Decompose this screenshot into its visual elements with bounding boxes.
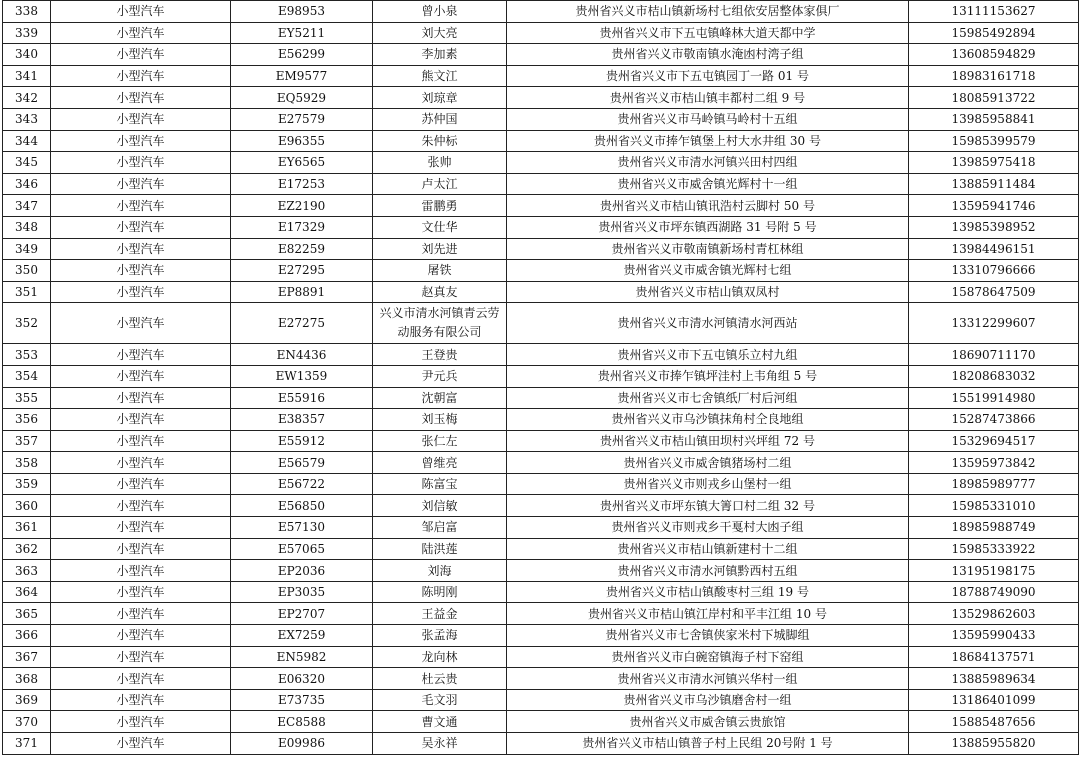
phone-number-cell: 13595941746 [909,195,1079,217]
address-cell: 贵州省兴义市清水河镇黔西村五组 [507,560,909,582]
table-row [3,560,1079,582]
table-row [3,173,1079,195]
vehicle-type-cell: 小型汽车 [51,108,231,130]
address-cell: 贵州省兴义市桔山镇新建村十二组 [507,538,909,560]
address-cell: 贵州省兴义市清水河镇兴田村四组 [507,152,909,174]
vehicle-type-cell: 小型汽车 [51,238,231,260]
vehicle-owner-table [2,0,1079,755]
vehicle-type-cell: 小型汽车 [51,344,231,366]
phone-number-cell: 18985989777 [909,473,1079,495]
phone-number-cell: 13608594829 [909,44,1079,66]
plate-number-cell: E27579 [231,108,373,130]
plate-number-cell: EP3035 [231,581,373,603]
phone-number-cell: 18208683032 [909,365,1079,387]
row-number-cell: 353 [3,344,51,366]
phone-number-cell: 15985399579 [909,130,1079,152]
phone-number-cell: 13310796666 [909,260,1079,282]
owner-name-cell: 曾小泉 [373,1,507,23]
plate-number-cell: E06320 [231,668,373,690]
table-row [3,668,1079,690]
table-row [3,130,1079,152]
table-row [3,625,1079,647]
phone-number-cell: 18690711170 [909,344,1079,366]
table-row [3,344,1079,366]
row-number-cell: 354 [3,365,51,387]
address-cell: 贵州省兴义市桔山镇江岸村和平丰江组 10 号 [507,603,909,625]
phone-number-cell: 13111153627 [909,1,1079,23]
row-number-cell: 352 [3,303,51,344]
plate-number-cell: EM9577 [231,65,373,87]
row-number-cell: 360 [3,495,51,517]
owner-name-cell: 刘玉梅 [373,409,507,431]
row-number-cell: 347 [3,195,51,217]
table-row [3,517,1079,539]
phone-number-cell: 18985988749 [909,517,1079,539]
owner-name-cell: 尹元兵 [373,365,507,387]
table-row [3,409,1079,431]
address-cell: 贵州省兴义市马岭镇马岭村十五组 [507,108,909,130]
plate-number-cell: EY5211 [231,22,373,44]
vehicle-type-cell: 小型汽车 [51,44,231,66]
vehicle-type-cell: 小型汽车 [51,473,231,495]
vehicle-type-cell: 小型汽车 [51,87,231,109]
phone-number-cell: 13985975418 [909,152,1079,174]
table-row [3,689,1079,711]
vehicle-type-cell: 小型汽车 [51,130,231,152]
phone-number-cell: 13529862603 [909,603,1079,625]
table-row [3,22,1079,44]
phone-number-cell: 13985398952 [909,216,1079,238]
phone-number-cell: 13985958841 [909,108,1079,130]
vehicle-type-cell: 小型汽车 [51,689,231,711]
owner-name-cell: 张仁左 [373,430,507,452]
row-number-cell: 344 [3,130,51,152]
owner-name-cell: 曹文通 [373,711,507,733]
vehicle-type-cell: 小型汽车 [51,365,231,387]
vehicle-type-cell: 小型汽车 [51,260,231,282]
row-number-cell: 358 [3,452,51,474]
vehicle-type-cell: 小型汽车 [51,517,231,539]
vehicle-type-cell: 小型汽车 [51,195,231,217]
owner-name-cell: 陈明刚 [373,581,507,603]
table-row [3,65,1079,87]
vehicle-type-cell: 小型汽车 [51,581,231,603]
plate-number-cell: EN4436 [231,344,373,366]
row-number-cell: 340 [3,44,51,66]
vehicle-type-cell: 小型汽车 [51,430,231,452]
table-row [3,152,1079,174]
owner-name-cell: 王益金 [373,603,507,625]
phone-number-cell: 13186401099 [909,689,1079,711]
vehicle-type-cell: 小型汽车 [51,22,231,44]
phone-number-cell: 15885487656 [909,711,1079,733]
vehicle-type-cell: 小型汽车 [51,668,231,690]
owner-name-cell: 王登贵 [373,344,507,366]
row-number-cell: 342 [3,87,51,109]
row-number-cell: 364 [3,581,51,603]
address-cell: 贵州省兴义市威舍镇光辉村十一组 [507,173,909,195]
table-row [3,473,1079,495]
plate-number-cell: E57065 [231,538,373,560]
owner-name-cell: 刘琼章 [373,87,507,109]
vehicle-type-cell: 小型汽车 [51,281,231,303]
vehicle-type-cell: 小型汽车 [51,452,231,474]
phone-number-cell: 15985492894 [909,22,1079,44]
plate-number-cell: EP2036 [231,560,373,582]
owner-name-cell: 卢太江 [373,173,507,195]
row-number-cell: 355 [3,387,51,409]
address-cell: 贵州省兴义市下五屯镇乐立村九组 [507,344,909,366]
row-number-cell: 363 [3,560,51,582]
plate-number-cell: E27295 [231,260,373,282]
row-number-cell: 343 [3,108,51,130]
plate-number-cell: E09986 [231,733,373,755]
owner-name-cell: 吴永祥 [373,733,507,755]
owner-name-cell: 熊文江 [373,65,507,87]
phone-number-cell: 13312299607 [909,303,1079,344]
owner-name-cell: 雷鹏勇 [373,195,507,217]
vehicle-type-cell: 小型汽车 [51,625,231,647]
address-cell: 贵州省兴义市桔山镇田坝村兴坪组 72 号 [507,430,909,452]
owner-name-cell: 兴义市清水河镇青云劳动服务有限公司 [373,303,507,344]
row-number-cell: 356 [3,409,51,431]
table-row [3,430,1079,452]
plate-number-cell: E17253 [231,173,373,195]
owner-name-cell: 刘先进 [373,238,507,260]
owner-name-cell: 张孟海 [373,625,507,647]
row-number-cell: 368 [3,668,51,690]
address-cell: 贵州省兴义市乌沙镇抹角村仝良地组 [507,409,909,431]
plate-number-cell: E56722 [231,473,373,495]
address-cell: 贵州省兴义市坪东镇西湖路 31 号附 5 号 [507,216,909,238]
plate-number-cell: EZ2190 [231,195,373,217]
table-row [3,108,1079,130]
row-number-cell: 361 [3,517,51,539]
address-cell: 贵州省兴义市桔山镇普子村上民组 20号附 1 号 [507,733,909,755]
owner-name-cell: 文仕华 [373,216,507,238]
table-row [3,452,1079,474]
owner-name-cell: 屠铁 [373,260,507,282]
address-cell: 贵州省兴义市威舍镇云贵旅馆 [507,711,909,733]
plate-number-cell: E96355 [231,130,373,152]
address-cell: 贵州省兴义市七舍镇纸厂村后河组 [507,387,909,409]
table-row [3,733,1079,755]
owner-name-cell: 李加素 [373,44,507,66]
address-cell: 贵州省兴义市桔山镇讯浩村云脚村 50 号 [507,195,909,217]
plate-number-cell: E38357 [231,409,373,431]
plate-number-cell: EQ5929 [231,87,373,109]
table-row [3,260,1079,282]
address-cell: 贵州省兴义市捧乍镇坪洼村上韦角组 5 号 [507,365,909,387]
table-row [3,365,1079,387]
vehicle-type-cell: 小型汽车 [51,409,231,431]
row-number-cell: 366 [3,625,51,647]
table-row [3,44,1079,66]
vehicle-type-cell: 小型汽车 [51,173,231,195]
owner-name-cell: 陈富宝 [373,473,507,495]
phone-number-cell: 15878647509 [909,281,1079,303]
phone-number-cell: 13195198175 [909,560,1079,582]
table-row [3,495,1079,517]
owner-name-cell: 苏仲国 [373,108,507,130]
plate-number-cell: E56579 [231,452,373,474]
vehicle-type-cell: 小型汽车 [51,560,231,582]
plate-number-cell: EN5982 [231,646,373,668]
row-number-cell: 367 [3,646,51,668]
plate-number-cell: EW1359 [231,365,373,387]
phone-number-cell: 15287473866 [909,409,1079,431]
phone-number-cell: 15985333922 [909,538,1079,560]
row-number-cell: 339 [3,22,51,44]
table-row [3,581,1079,603]
table-row [3,195,1079,217]
address-cell: 贵州省兴义市则戎乡干戛村大凼子组 [507,517,909,539]
row-number-cell: 351 [3,281,51,303]
owner-name-cell: 陆洪莲 [373,538,507,560]
table-row [3,603,1079,625]
row-number-cell: 370 [3,711,51,733]
address-cell: 贵州省兴义市捧乍镇堡上村大水井组 30 号 [507,130,909,152]
owner-name-cell: 杜云贵 [373,668,507,690]
plate-number-cell: EX7259 [231,625,373,647]
table-row [3,387,1079,409]
phone-number-cell: 15985331010 [909,495,1079,517]
phone-number-cell: 13885955820 [909,733,1079,755]
row-number-cell: 349 [3,238,51,260]
plate-number-cell: E17329 [231,216,373,238]
address-cell: 贵州省兴义市威舍镇猪场村二组 [507,452,909,474]
plate-number-cell: E56850 [231,495,373,517]
table-row [3,216,1079,238]
plate-number-cell: E55912 [231,430,373,452]
phone-number-cell: 13885989634 [909,668,1079,690]
row-number-cell: 357 [3,430,51,452]
plate-number-cell: E82259 [231,238,373,260]
vehicle-type-cell: 小型汽车 [51,538,231,560]
vehicle-type-cell: 小型汽车 [51,603,231,625]
vehicle-type-cell: 小型汽车 [51,152,231,174]
row-number-cell: 350 [3,260,51,282]
row-number-cell: 346 [3,173,51,195]
row-number-cell: 362 [3,538,51,560]
phone-number-cell: 18684137571 [909,646,1079,668]
plate-number-cell: E27275 [231,303,373,344]
address-cell: 贵州省兴义市桔山镇双凤村 [507,281,909,303]
owner-name-cell: 龙向林 [373,646,507,668]
address-cell: 贵州省兴义市敬南镇新场村青杠林组 [507,238,909,260]
row-number-cell: 359 [3,473,51,495]
address-cell: 贵州省兴义市桔山镇新场村七组依安居整体家俱厂 [507,1,909,23]
row-number-cell: 338 [3,1,51,23]
phone-number-cell: 18788749090 [909,581,1079,603]
address-cell: 贵州省兴义市下五屯镇峰林大道天都中学 [507,22,909,44]
table-row [3,281,1079,303]
address-cell: 贵州省兴义市桔山镇酸枣村三组 19 号 [507,581,909,603]
address-cell: 贵州省兴义市坪东镇大箐口村二组 32 号 [507,495,909,517]
row-number-cell: 348 [3,216,51,238]
row-number-cell: 341 [3,65,51,87]
plate-number-cell: E98953 [231,1,373,23]
owner-name-cell: 毛文羽 [373,689,507,711]
plate-number-cell: EC8588 [231,711,373,733]
address-cell: 贵州省兴义市下五屯镇园丁一路 01 号 [507,65,909,87]
phone-number-cell: 13885911484 [909,173,1079,195]
address-cell: 贵州省兴义市清水河镇清水河西站 [507,303,909,344]
plate-number-cell: E73735 [231,689,373,711]
owner-name-cell: 沈朝富 [373,387,507,409]
vehicle-type-cell: 小型汽车 [51,65,231,87]
plate-number-cell: EY6565 [231,152,373,174]
vehicle-type-cell: 小型汽车 [51,216,231,238]
owner-name-cell: 赵真友 [373,281,507,303]
address-cell: 贵州省兴义市威舍镇光辉村七组 [507,260,909,282]
vehicle-type-cell: 小型汽车 [51,646,231,668]
vehicle-type-cell: 小型汽车 [51,711,231,733]
row-number-cell: 365 [3,603,51,625]
phone-number-cell: 18983161718 [909,65,1079,87]
plate-number-cell: EP8891 [231,281,373,303]
vehicle-type-cell: 小型汽车 [51,1,231,23]
address-cell: 贵州省兴义市则戎乡山堡村一组 [507,473,909,495]
owner-name-cell: 曾维亮 [373,452,507,474]
owner-name-cell: 邹启富 [373,517,507,539]
vehicle-type-cell: 小型汽车 [51,387,231,409]
plate-number-cell: E55916 [231,387,373,409]
address-cell: 贵州省兴义市乌沙镇磨舍村一组 [507,689,909,711]
plate-number-cell: E57130 [231,517,373,539]
table-row [3,303,1079,344]
phone-number-cell: 13595990433 [909,625,1079,647]
table-row [3,1,1079,23]
plate-number-cell: E56299 [231,44,373,66]
address-cell: 贵州省兴义市清水河镇兴华村一组 [507,668,909,690]
table-row [3,87,1079,109]
owner-name-cell: 刘信敏 [373,495,507,517]
address-cell: 贵州省兴义市白碗窑镇海子村下窑组 [507,646,909,668]
owner-name-cell: 刘海 [373,560,507,582]
owner-name-cell: 刘大亮 [373,22,507,44]
row-number-cell: 369 [3,689,51,711]
phone-number-cell: 13984496151 [909,238,1079,260]
vehicle-type-cell: 小型汽车 [51,303,231,344]
address-cell: 贵州省兴义市桔山镇丰都村二组 9 号 [507,87,909,109]
owner-name-cell: 张帅 [373,152,507,174]
plate-number-cell: EP2707 [231,603,373,625]
table-row [3,711,1079,733]
table-row [3,238,1079,260]
row-number-cell: 345 [3,152,51,174]
phone-number-cell: 15329694517 [909,430,1079,452]
owner-name-cell: 朱仲标 [373,130,507,152]
vehicle-type-cell: 小型汽车 [51,733,231,755]
phone-number-cell: 13595973842 [909,452,1079,474]
vehicle-type-cell: 小型汽车 [51,495,231,517]
phone-number-cell: 15519914980 [909,387,1079,409]
row-number-cell: 371 [3,733,51,755]
address-cell: 贵州省兴义市七舍镇侠家米村下城脚组 [507,625,909,647]
phone-number-cell: 18085913722 [909,87,1079,109]
table-row [3,538,1079,560]
address-cell: 贵州省兴义市敬南镇水淹凼村湾子组 [507,44,909,66]
table-row [3,646,1079,668]
